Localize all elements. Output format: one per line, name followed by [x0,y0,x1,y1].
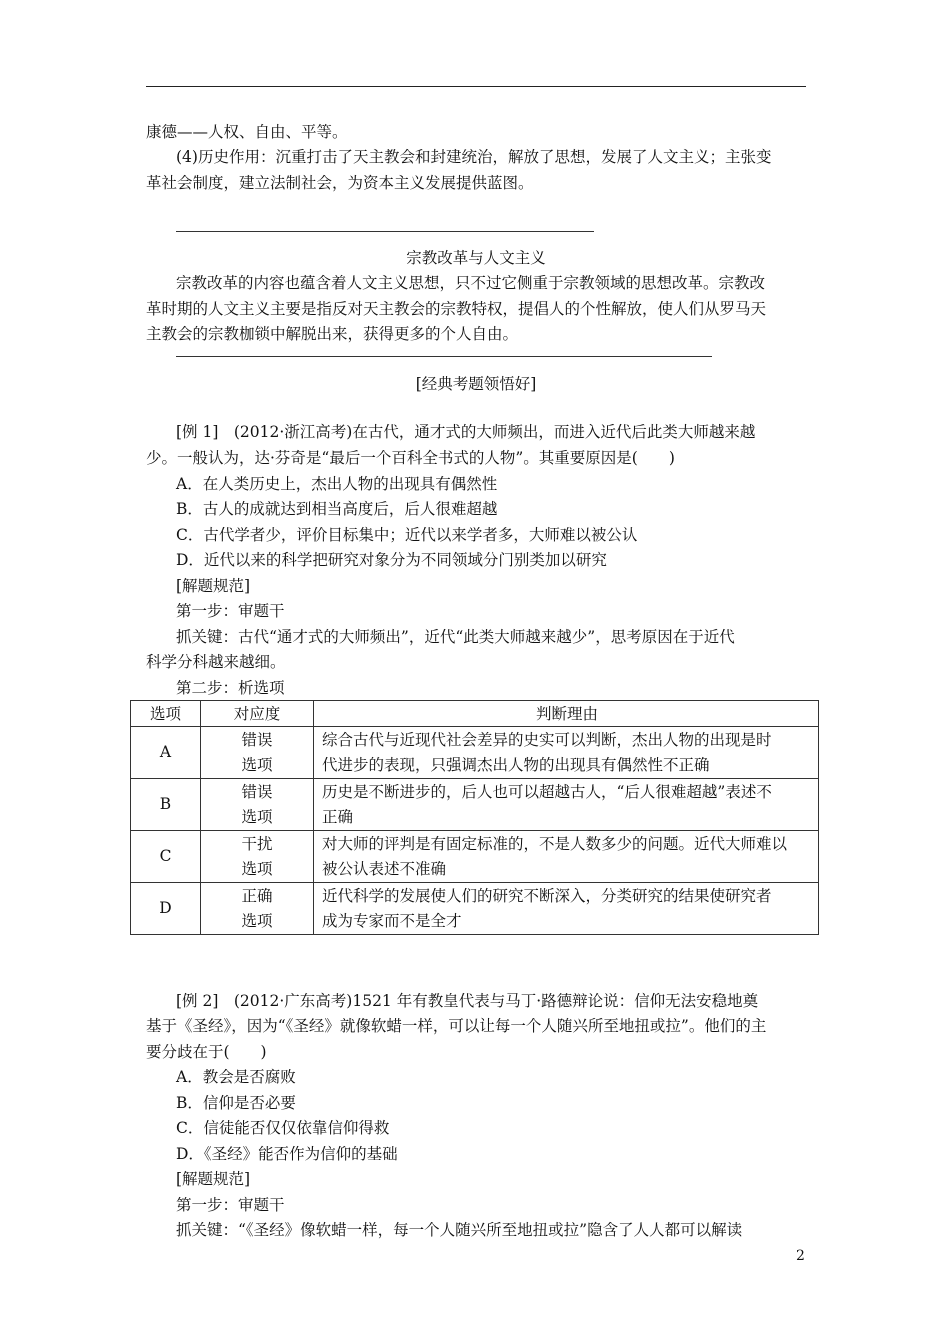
reason-line: 综合古代与近现代社会差异的史实可以判断，杰出人物的出现是时 [322,730,772,749]
verdict-line: 正确 [241,886,273,905]
key-point: 抓关键：“《圣经》像软蜡一样，每一个人随兴所至地扭或拉”隐含了人人都可以解读 [176,1221,743,1239]
reason-line: 代进步的表现，只强调杰出人物的出现具有偶然性不正确 [322,755,710,774]
row-option: A [131,727,201,779]
intro-line: 革社会制度，建立法制社会，为资本主义发展提供蓝图。 [146,174,534,192]
verdict-line: 错误 [241,730,273,749]
reason-line: 正确 [322,807,354,826]
example1-stem: 少。一般认为，达·芬奇是“最后一个百科全书式的人物”。其重要原因是( ) [146,449,675,467]
option-analysis-table [130,700,819,935]
row-reason [314,727,819,779]
note-top-rule [176,231,594,232]
verdict-line: 选项 [241,807,273,826]
verdict-line: 选项 [241,755,273,774]
intro-line: (4)历史作用：沉重打击了天主教会和封建统治，解放了思想，发展了人文主义；主张变 [176,148,772,166]
row-reason [314,779,819,831]
key-point: 抓关键：古代“通才式的大师频出”，近代“此类大师越来越少”，思考原因在于近代 [176,628,735,646]
reason-line: 成为专家而不是全才 [322,911,462,930]
row-verdict [201,831,314,883]
row-verdict [201,883,314,935]
example1-option-d: D．近代以来的科学把研究对象分为不同领域分门别类加以研究 [176,551,607,569]
table-row [131,883,819,935]
solution-label: [解题规范] [176,577,251,595]
row-reason [314,831,819,883]
note-line: 宗教改革的内容也蕴含着人文主义思想，只不过它侧重于宗教领域的思想改革。宗教改 [176,274,766,292]
reason-line: 近代科学的发展使人们的研究不断深入，分类研究的结果使研究者 [322,886,772,905]
example2-stem: 基于《圣经》，因为“《圣经》就像软蜡一样，可以让每一个人随兴所至地扭或拉”。他们的主 [146,1017,767,1035]
note-title: 宗教改革与人文主义 [406,249,546,267]
intro-line: 康德——人权、自由、平等。 [146,123,348,141]
row-verdict [201,779,314,831]
table-row [131,779,819,831]
example1-option-b: B．古人的成就达到相当高度后，后人很难超越 [176,500,498,518]
verdict-line: 错误 [241,782,273,801]
key-point: 科学分科越来越细。 [146,653,286,671]
row-option: C [131,831,201,883]
row-option: D [131,883,201,935]
example2-option-c: C．信徒能否仅仅依靠信仰得救 [176,1119,390,1137]
example2-stem: 要分歧在于( ) [146,1043,267,1061]
reason-line: 历史是不断进步的，后人也可以超越古人，“后人很难超越”表述不 [322,782,772,801]
verdict-line: 干扰 [241,834,273,853]
reason-line: 对大师的评判是有固定标准的，不是人数多少的问题。近代大师难以 [322,834,788,853]
verdict-line: 选项 [241,859,273,878]
table-header-row [131,701,819,727]
page-number: 2 [796,1248,805,1264]
table-row [131,831,819,883]
example2-option-b: B．信仰是否必要 [176,1094,296,1112]
header-reason: 判断理由 [314,701,819,727]
step-one: 第一步：审题干 [176,1196,285,1214]
header-option: 选项 [131,701,201,727]
header-rule [146,86,806,87]
example1-option-a: A．在人类历史上，杰出人物的出现具有偶然性 [176,475,498,493]
row-verdict [201,727,314,779]
reason-line: 被公认表述不准确 [322,859,447,878]
example1-option-c: C．古代学者少，评价目标集中；近代以来学者多，大师难以被公认 [176,526,638,544]
note-line: 革时期的人文主义主要是指反对天主教会的宗教特权，提倡人的个性解放，使人们从罗马天 [146,300,767,318]
section-title: [经典考题领悟好] [415,375,537,393]
example2-stem: [例 2] (2012·广东高考)1521 年有教皇代表与马丁·路德辩论说：信仰无法安稳地奠 [176,992,759,1010]
example2-option-a: A．教会是否腐败 [176,1068,296,1086]
example2-option-d: D．《圣经》能否作为信仰的基础 [176,1145,398,1163]
verdict-line: 选项 [241,911,273,930]
note-bottom-rule [176,356,712,357]
solution-label: [解题规范] [176,1170,251,1188]
step-one: 第一步：审题干 [176,602,285,620]
example1-stem: [例 1] (2012·浙江高考)在古代，通才式的大师频出，而进入近代后此类大师越来越 [176,423,756,441]
row-reason [314,883,819,935]
note-line: 主教会的宗教枷锁中解脱出来，获得更多的个人自由。 [146,325,519,343]
table-row [131,727,819,779]
header-verdict: 对应度 [201,701,314,727]
row-option: B [131,779,201,831]
step-two: 第二步：析选项 [176,679,285,697]
